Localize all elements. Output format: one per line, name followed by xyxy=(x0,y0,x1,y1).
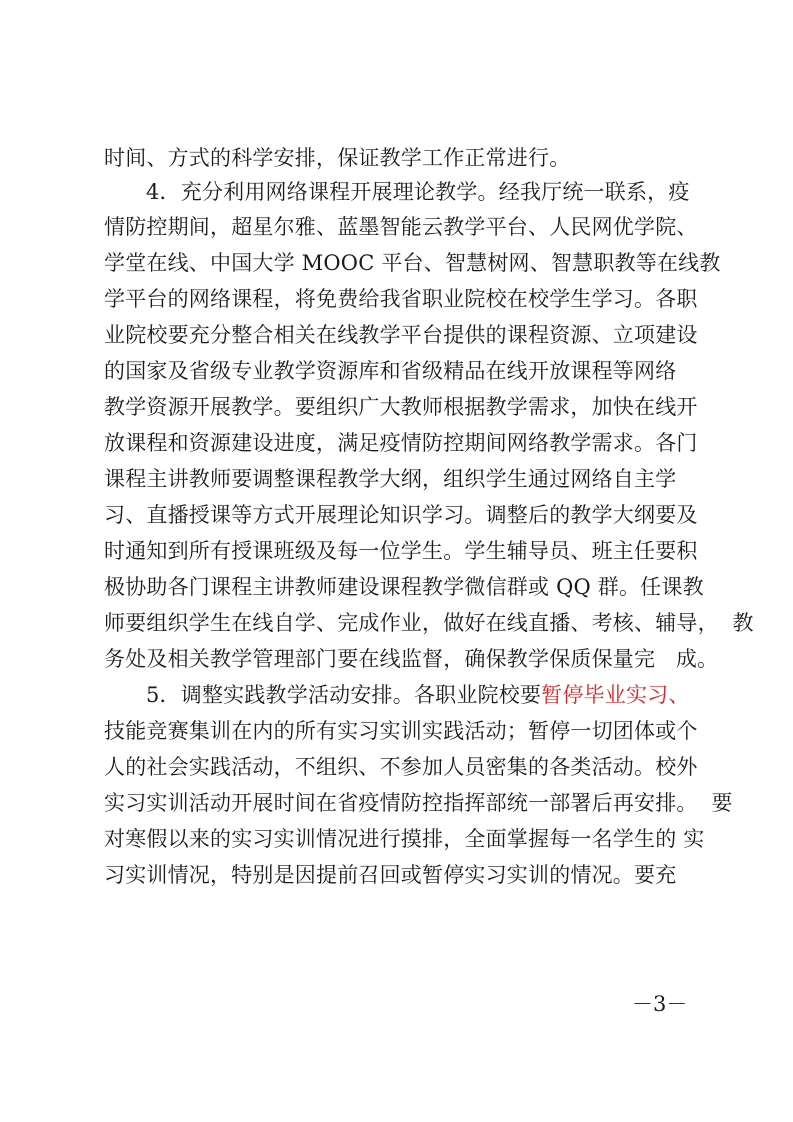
text-line: 4．充分利用网络课程开展理论教学。经我厅统一联系，疫 xyxy=(146,180,690,204)
text-line: 极协助各门课程主讲教师建设课程教学微信群或 QQ 群。任课教 xyxy=(104,575,704,599)
paragraph-5-prefix: 5．调整实践教学活动安排。各职业院校要 xyxy=(146,683,542,707)
text-line: 放课程和资源建设进度，满足疫情防控期间网络教学需求。各门 xyxy=(104,431,698,455)
text-line: 的国家及省级专业教学资源库和省级精品在线开放课程等网络 xyxy=(104,359,677,383)
text-line: 人的社会实践活动，不组织、不参加人员密集的各类活动。校外 xyxy=(104,755,698,779)
text-line: 时间、方式的科学安排，保证教学工作正常进行。 xyxy=(104,146,571,170)
text-line: 习、直播授课等方式开展理论知识学习。调整后的教学大纲要及 xyxy=(104,503,698,527)
text-line: 务处及相关教学管理部门要在线监督，确保教学保质保量完 成。 xyxy=(104,647,719,671)
text-line: 师要组织学生在线自学、完成作业，做好在线直播、考核、辅导， 教 xyxy=(104,611,754,635)
text-line: 业院校要充分整合相关在线教学平台提供的课程资源、立项建设 xyxy=(104,323,698,347)
text-line: 时通知到所有授课班级及每一位学生。学生辅导员、班主任要积 xyxy=(104,539,698,563)
highlighted-text: 暂停毕业实习、 xyxy=(541,683,690,707)
text-line: 技能竞赛集训在内的所有实习实训实践活动；暂停一切团体或个 xyxy=(104,719,698,743)
text-line: 对寒假以来的实习实训情况进行摸排，全面掌握每一名学生的 实 xyxy=(104,827,705,851)
text-line: 学堂在线、中国大学 MOOC 平台、智慧树网、智慧职教等在线教 xyxy=(104,251,721,275)
page-number: －3－ xyxy=(632,992,688,1016)
text-line: 学平台的网络课程，将免费给我省职业院校在校学生学习。各职 xyxy=(104,287,698,311)
text-line: 情防控期间，超星尔雅、蓝墨智能云教学平台、人民网优学院、 xyxy=(104,215,698,239)
paragraph-5-first-line xyxy=(146,681,746,709)
text-line: 课程主讲教师要调整课程教学大纲，组织学生通过网络自主学 xyxy=(104,467,677,491)
text-line: 教学资源开展教学。要组织广大教师根据教学需求，加快在线开 xyxy=(104,395,698,419)
text-line: 实习实训活动开展时间在省疫情防控指挥部统一部署后再安排。 要 xyxy=(104,791,733,815)
text-line: 习实训情况，特别是因提前召回或暂停实习实训的情况。要充 xyxy=(104,863,677,887)
